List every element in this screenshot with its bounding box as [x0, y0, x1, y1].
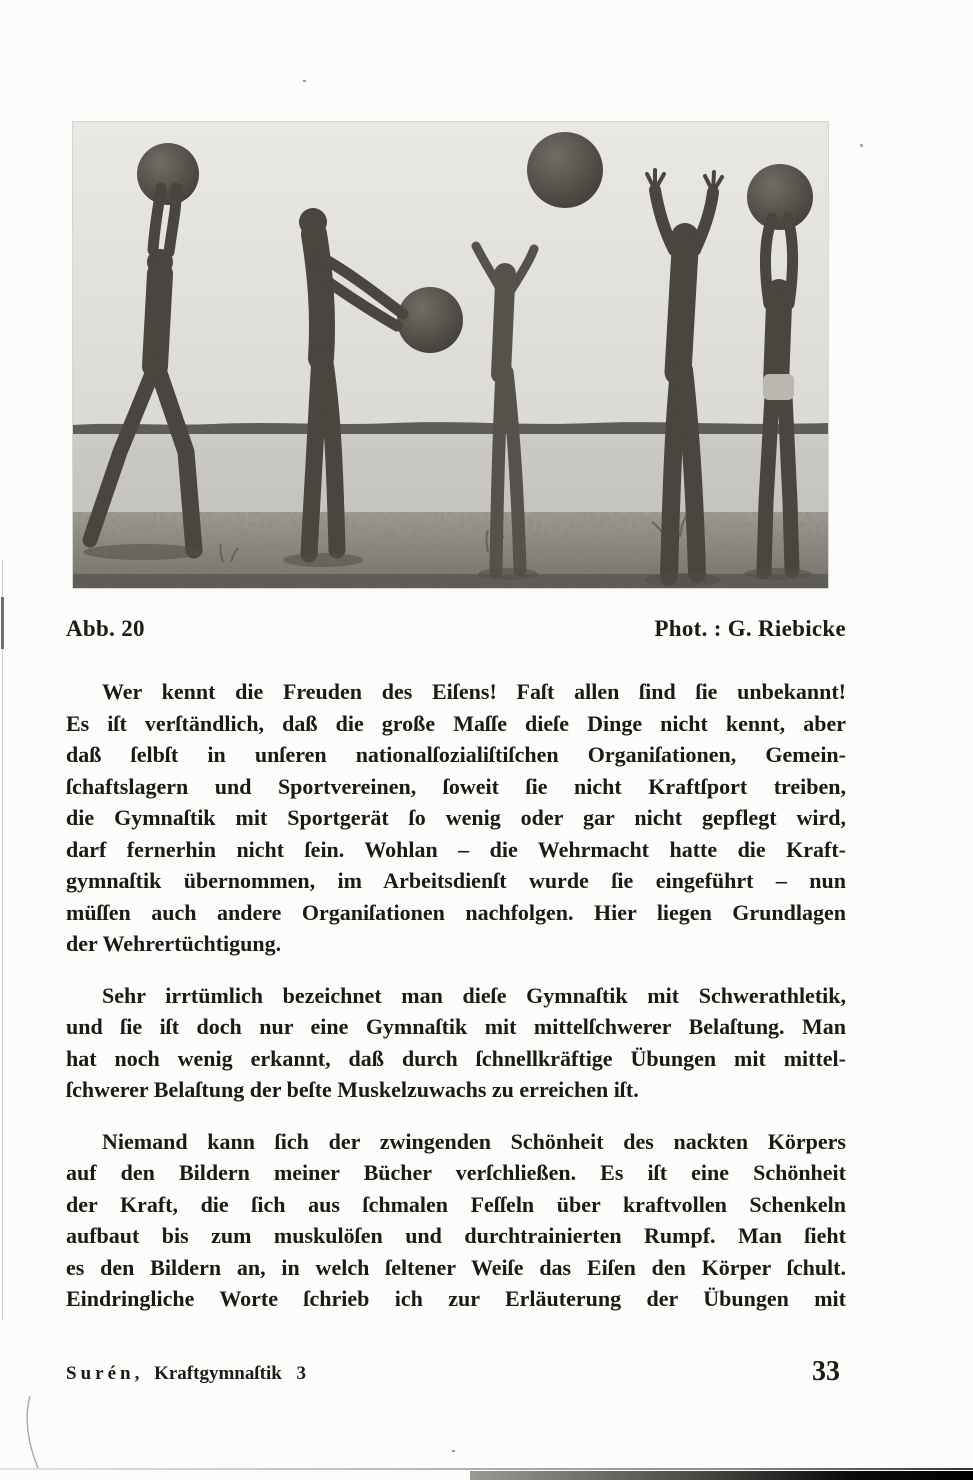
text-line: Eindringliche Worte ſchrieb ich zur Erläuterung der Übungen mit — [66, 1286, 846, 1311]
text-line: aufbaut bis zum muskulöſen und durchtrainierten Rumpf. Man ſieht — [66, 1223, 846, 1248]
text-line: auf den Bildern meiner Bücher verſchließen. Es iſt eine Schönheit — [66, 1160, 846, 1185]
scan-bottom-line — [0, 1468, 973, 1470]
text-line: und ſie iſt doch nur eine Gymnaſtik mit mittelſchwerer Belaſtung. Man — [66, 1014, 846, 1039]
scan-edge-mark — [1, 597, 4, 649]
text-line: Wer kennt die Freuden des Eiſens! Faſt allen ſind ſie unbekannt! — [102, 679, 846, 704]
text-line: daß ſelbſt in unſeren nationalſozialiſtiſchen Organiſationen, Gemein- — [66, 742, 846, 767]
scan-speck — [860, 144, 863, 147]
text-line: gymnaſtik übernommen, im Arbeitsdienſt wurde ſie eingeführt – nun — [66, 868, 846, 893]
figure-photo — [73, 122, 828, 588]
scan-speck — [303, 80, 306, 82]
scan-speck — [452, 1450, 455, 1452]
text-line: ſchaftslagern und Sportvereinen, ſoweit ſie nicht Kraftſport treiben, — [66, 773, 846, 799]
photo-illustration — [73, 122, 828, 588]
text-line: die Gymnaſtik mit Sportgerät ſo wenig oder gar nicht gepflegt wird, — [66, 805, 846, 830]
ball-3 — [527, 132, 603, 208]
text-line: müſſen auch andere Organiſationen nachfolgen. Hier liegen Grundlagen — [66, 899, 846, 925]
photo-credit: Phot. : G. Riebicke — [654, 616, 846, 641]
text-line: der Wehrertüchtigung. — [66, 931, 282, 956]
imprint-volume: 3 — [296, 1363, 307, 1384]
ball-1 — [137, 143, 199, 205]
body-text — [66, 676, 846, 1335]
text-line: ſchwerer Belaſtung der beſte Muskelzuwachs zu erreichen iſt. — [66, 1077, 639, 1102]
page-footer — [66, 1356, 846, 1388]
text-line: es den Bildern an, in welch ſeltener Weiſe das Eiſen den Körper ſchult. — [66, 1254, 846, 1280]
athlete-5-shorts — [763, 374, 794, 400]
figure-label: Abb. 20 — [66, 616, 145, 641]
scan-edge-line — [2, 560, 3, 1320]
figure-caption-row — [66, 616, 846, 642]
text-line: Es iſt verſtändlich, daß die große Maſſe dieſe Dinge nicht kennt, aber — [66, 710, 846, 736]
ball-2 — [397, 287, 463, 353]
ball-4 — [747, 164, 813, 230]
paragraph-2 — [66, 980, 846, 1106]
text-line: Niemand kann ſich der zwingenden Schönheit des nackten Körpers — [102, 1128, 846, 1154]
scan-bottom-bar — [470, 1471, 973, 1480]
text-line: Sehr irrtümlich bezeichnet man dieſe Gymnaſtik mit Schwerathletik, — [102, 982, 846, 1008]
imprint-author: Surén, — [66, 1363, 144, 1384]
imprint-title: Kraftgymnaſtik — [154, 1363, 282, 1384]
text-line: der Kraft, die ſich aus ſchmalen Feſſeln über kraftvollen Schenkeln — [66, 1191, 846, 1217]
text-line: darf fernerhin nicht ſein. Wohlan – die Wehrmacht hatte die Kraft- — [66, 836, 846, 862]
scan-curve-artifact — [18, 1396, 48, 1468]
imprint — [66, 1363, 306, 1388]
paragraph-3 — [66, 1126, 846, 1315]
paragraph-1 — [66, 676, 846, 960]
page-number: 33 — [812, 1356, 840, 1387]
text-line: hat noch wenig erkannt, daß durch ſchnellkräftige Übungen mit mittel- — [66, 1045, 846, 1071]
